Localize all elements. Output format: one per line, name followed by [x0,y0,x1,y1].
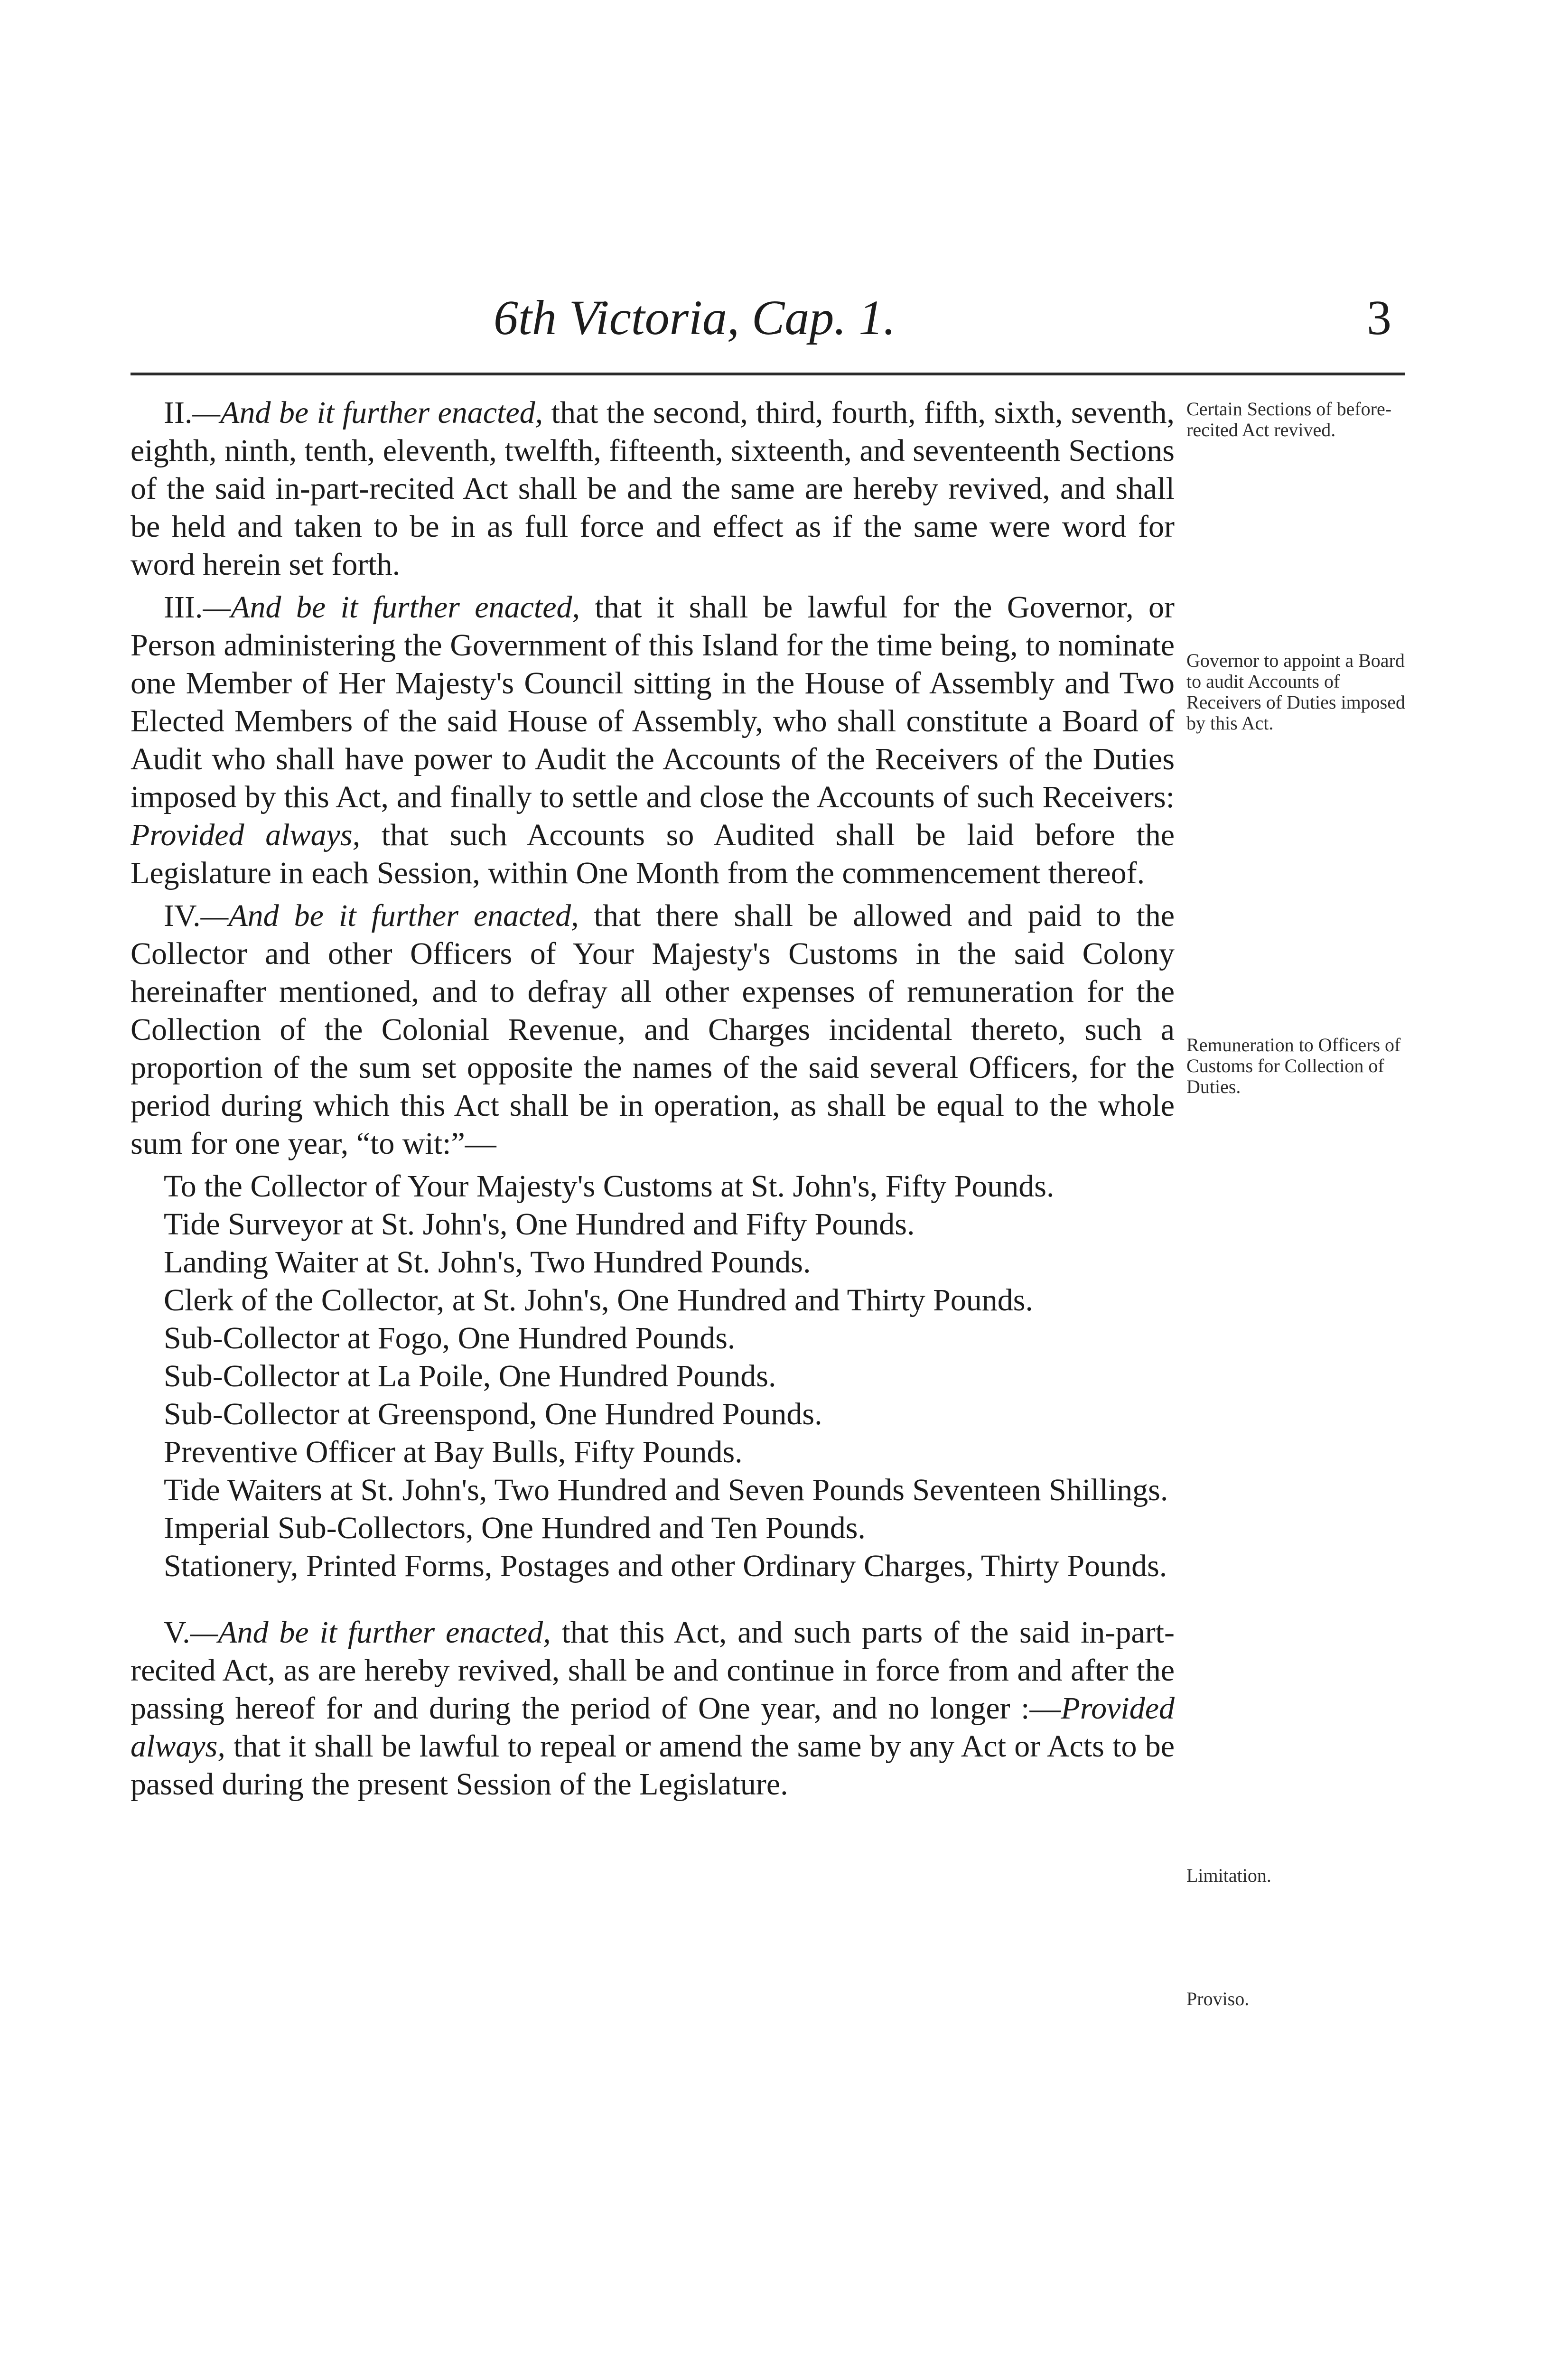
marginal-note-proviso: Proviso. [1186,1988,1250,2009]
section-3 [131,589,1175,892]
page-number: 3 [1367,290,1391,345]
list-item: Clerk of the Collector, at St. John's, One Hundred and Thirty Pounds. [164,1283,1033,1317]
list-item: Sub-Collector at Fogo, One Hundred Pounds. [164,1321,736,1355]
section-2 [131,394,1175,584]
proviso-phrase: Provided always, [131,1691,1175,1764]
enacting-phrase: —And be it further enacted, [200,898,579,933]
marginal-note-governor-board: Governor to appoint a Board to audit Accounts of Receivers of Duties imposed by this Act. [1186,650,1405,734]
act-body [131,394,1175,1808]
section-number: II. [164,395,193,430]
marginal-note-limitation: Limitation. [1186,1865,1271,1886]
section-text: that such Accounts so Audited shall be laid before the Legislature in each Session, within One Month from the commencement thereof. [131,818,1175,890]
list-item: Tide Surveyor at St. John's, One Hundred and Fifty Pounds. [164,1207,915,1242]
section-number: IV. [164,898,201,933]
proviso-phrase: Provided always, [131,818,361,852]
enacting-phrase: —And be it further enacted, [190,1615,551,1650]
list-item: Tide Waiters at St. John's, Two Hundred and Seven Pounds Seventeen Shillings. [164,1473,1168,1507]
enacting-phrase: —And be it further enacted, [192,395,543,430]
section-number: III. [164,590,203,625]
list-item: Landing Waiter at St. John's, Two Hundred Pounds. [164,1245,811,1280]
spacer [131,1585,1175,1614]
section-number: V. [164,1615,190,1650]
enacting-phrase: —And be it further enacted, [203,590,580,625]
marginal-note-certain-sections: Certain Sections of before-recited Act revived. [1186,398,1392,440]
list-item: Imperial Sub-Collectors, One Hundred and Ten Pounds. [164,1511,866,1545]
list-item: Sub-Collector at La Poile, One Hundred Pounds. [164,1359,776,1393]
remuneration-list [131,1168,1175,1585]
list-item: Sub-Collector at Greenspond, One Hundred Pounds. [164,1397,822,1431]
list-item: To the Collector of Your Majesty's Customs at St. John's, Fifty Pounds. [164,1169,1055,1204]
section-text: that it shall be lawful for the Governor, or Person administering the Government of this Island for the time being, to nominate one Member of Her Majesty's Council sitting in the House of Assembly and Two Elected Members of the said House of Assembly, who shall constitute a Board of Audit who shall have power to Audit the Accounts of the Receivers of the Duties imposed by this Act, and finally to settle and close the Accounts of such Receivers: [131,590,1175,814]
list-item: Preventive Officer at Bay Bulls, Fifty Pounds. [164,1435,743,1469]
section-text: that it shall be lawful to repeal or amend the same by any Act or Acts to be passed during the present Session of the Legislature. [131,1729,1175,1802]
section-5 [131,1614,1175,1803]
section-text: that the second, third, fourth, fifth, sixth, seventh, eighth, ninth, tenth, eleventh, twelfth, fifteenth, sixteenth, and seventeenth Sections of the said in-part-recited Act shall be and the same are hereby revived, and shall be held and taken to be in as full force and effect as if the same were word for word herein set forth. [131,395,1175,582]
list-item: Stationery, Printed Forms, Postages and other Ordinary Charges, Thirty Pounds. [164,1549,1167,1583]
section-4 [131,897,1175,1163]
header-rule [131,373,1405,375]
section-text: that this Act, and such parts of the said in-part-recited Act, as are hereby revived, shall be and continue in force from and after the passing hereof for and during the period of One year, and no longer :— [131,1615,1175,1726]
page-header [0,290,1568,351]
running-title: 6th Victoria, Cap. 1. [494,290,896,345]
marginal-note-remuneration: Remuneration to Officers of Customs for Collection of Duties. [1186,1034,1401,1097]
section-text: that there shall be allowed and paid to the Collector and other Officers of Your Majesty's Customs in the said Colony hereinafter mentioned, and to defray all other expenses of remuneration for the Collection of the Colonial Revenue, and Charges incidental thereto, such a proportion of the sum set opposite the names of the said several Officers, for the period during which this Act shall be in operation, as shall be equal to the whole sum for one year, “to wit:”— [131,898,1175,1161]
